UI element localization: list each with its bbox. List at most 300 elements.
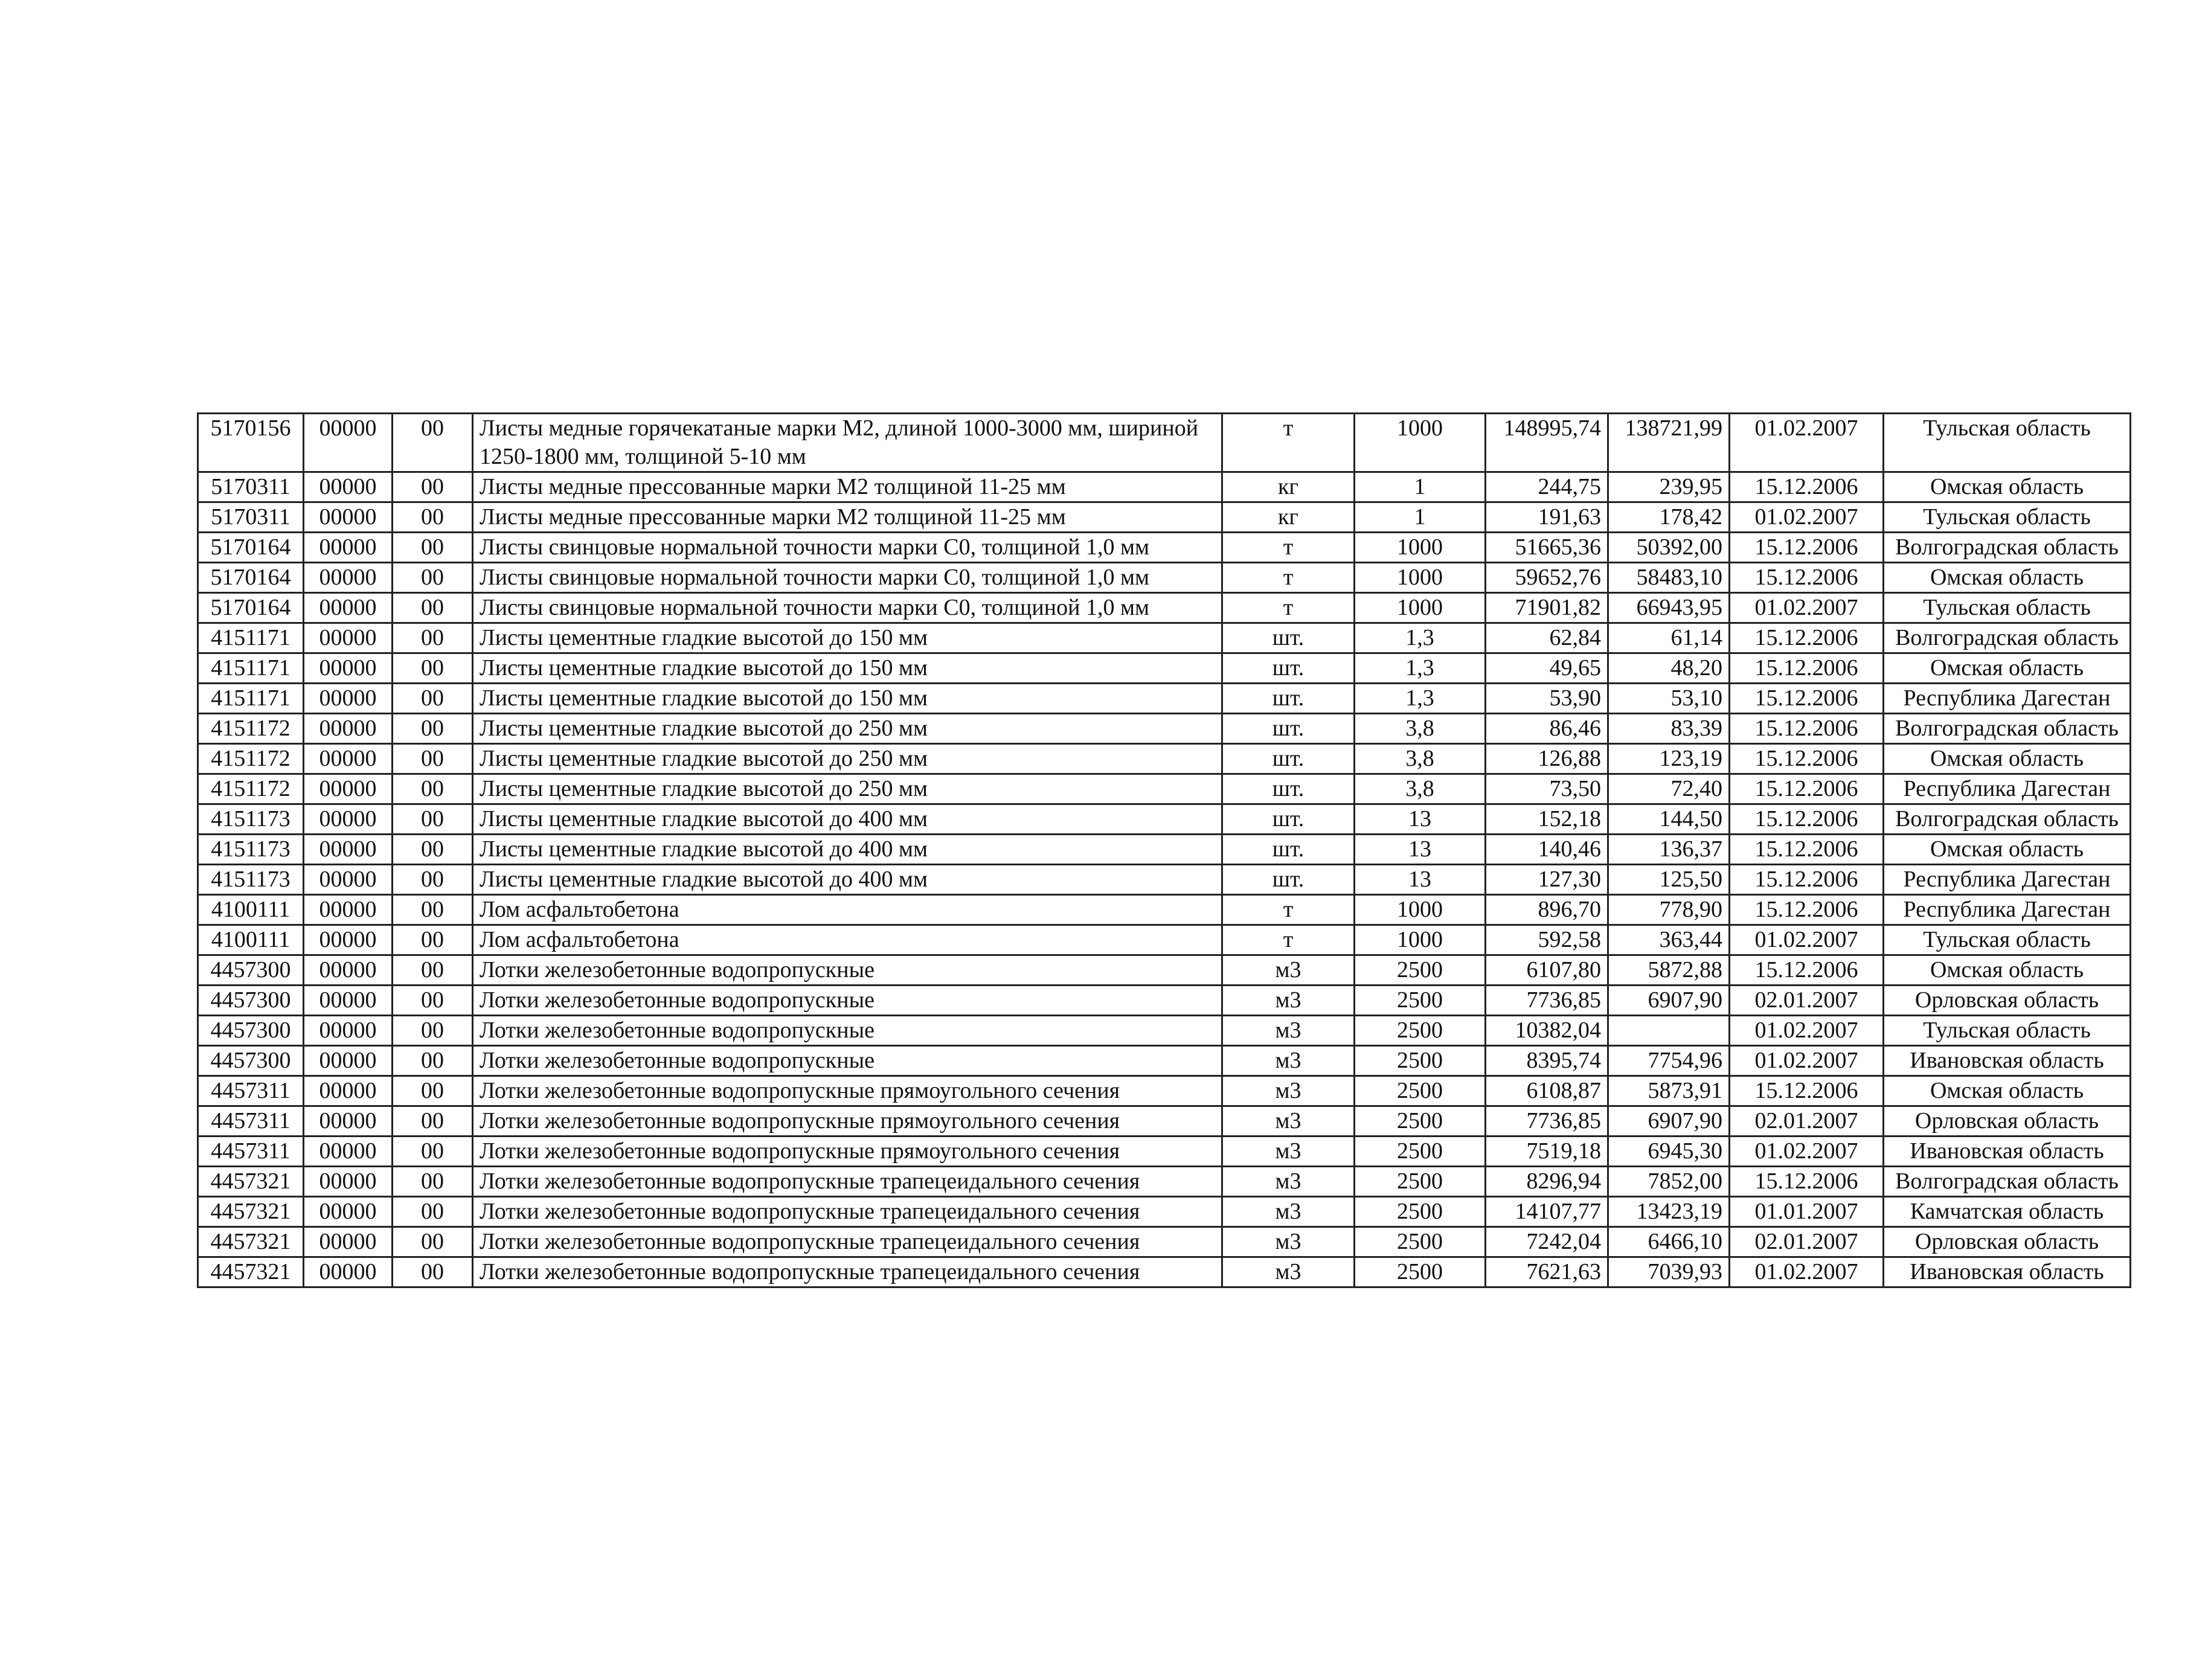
group-code-cell: 00 [393,865,473,895]
price-with-vat-cell: 191,63 [1486,502,1608,533]
table-row [198,1016,2131,1046]
table-row [198,1106,2131,1137]
material-name-cell: Листы свинцовые нормальной точности марки С0, толщиной 1,0 мм [473,533,1222,563]
quantity-cell: 2500 [1355,955,1486,986]
price-with-vat-cell: 140,46 [1486,835,1608,865]
region-cell: Омская область [1884,653,2131,684]
table-row [198,593,2131,623]
date-cell: 15.12.2006 [1730,1167,1884,1197]
sub-code-cell: 00000 [304,414,393,472]
material-name-cell: Лотки железобетонные водопропускные трапецеидального сечения [473,1227,1222,1257]
date-cell: 01.02.2007 [1730,1137,1884,1167]
unit-cell: т [1222,414,1355,472]
table-row [198,895,2131,925]
sub-code-cell: 00000 [304,1137,393,1167]
quantity-cell: 3,8 [1355,774,1486,804]
table-row [198,414,2131,472]
date-cell: 15.12.2006 [1730,684,1884,714]
group-code-cell: 00 [393,895,473,925]
quantity-cell: 1000 [1355,895,1486,925]
resource-code-cell: 4151173 [198,835,304,865]
price-table-body [198,414,2131,1287]
table-row [198,714,2131,744]
date-cell: 15.12.2006 [1730,955,1884,986]
material-name-cell: Листы цементные гладкие высотой до 150 мм [473,653,1222,684]
sub-code-cell: 00000 [304,1257,393,1287]
region-cell: Омская область [1884,835,2131,865]
price-cell: 58483,10 [1608,563,1730,593]
unit-cell: т [1222,895,1355,925]
resource-code-cell: 4457300 [198,955,304,986]
resource-code-cell: 4151172 [198,714,304,744]
group-code-cell: 00 [393,653,473,684]
price-cell: 72,40 [1608,774,1730,804]
group-code-cell: 00 [393,744,473,774]
unit-cell: м3 [1222,1167,1355,1197]
resource-code-cell: 4100111 [198,895,304,925]
unit-cell: т [1222,563,1355,593]
unit-cell: кг [1222,472,1355,502]
price-with-vat-cell: 73,50 [1486,774,1608,804]
material-name-cell: Лом асфальтобетона [473,925,1222,955]
table-row [198,623,2131,653]
group-code-cell: 00 [393,925,473,955]
sub-code-cell: 00000 [304,1197,393,1227]
resource-code-cell: 4457321 [198,1167,304,1197]
sub-code-cell: 00000 [304,502,393,533]
group-code-cell: 00 [393,414,473,472]
resource-code-cell: 4457311 [198,1106,304,1137]
region-cell: Республика Дагестан [1884,895,2131,925]
date-cell: 01.02.2007 [1730,1257,1884,1287]
unit-cell: шт. [1222,684,1355,714]
date-cell: 01.02.2007 [1730,593,1884,623]
price-cell: 123,19 [1608,744,1730,774]
unit-cell: м3 [1222,1257,1355,1287]
material-name-cell: Лотки железобетонные водопропускные прямоугольного сечения [473,1076,1222,1106]
region-cell: Ивановская область [1884,1137,2131,1167]
table-row [198,684,2131,714]
sub-code-cell: 00000 [304,472,393,502]
table-row [198,925,2131,955]
material-name-cell: Лотки железобетонные водопропускные трапецеидального сечения [473,1167,1222,1197]
quantity-cell: 13 [1355,804,1486,835]
date-cell: 15.12.2006 [1730,563,1884,593]
quantity-cell: 1000 [1355,925,1486,955]
region-cell: Омская область [1884,472,2131,502]
sub-code-cell: 00000 [304,1016,393,1046]
unit-cell: м3 [1222,1227,1355,1257]
group-code-cell: 00 [393,1197,473,1227]
group-code-cell: 00 [393,955,473,986]
sub-code-cell: 00000 [304,1076,393,1106]
sub-code-cell: 00000 [304,593,393,623]
price-with-vat-cell: 71901,82 [1486,593,1608,623]
quantity-cell: 1000 [1355,533,1486,563]
price-with-vat-cell: 10382,04 [1486,1016,1608,1046]
region-cell: Волгоградская область [1884,623,2131,653]
price-cell [1608,1016,1730,1046]
quantity-cell: 1,3 [1355,653,1486,684]
sub-code-cell: 00000 [304,684,393,714]
date-cell: 02.01.2007 [1730,986,1884,1016]
resource-code-cell: 4457300 [198,986,304,1016]
resource-code-cell: 4151173 [198,865,304,895]
material-name-cell: Лотки железобетонные водопропускные [473,1016,1222,1046]
material-name-cell: Листы свинцовые нормальной точности марки С0, толщиной 1,0 мм [473,593,1222,623]
material-name-cell: Лотки железобетонные водопропускные [473,1046,1222,1076]
date-cell: 15.12.2006 [1730,472,1884,502]
sub-code-cell: 00000 [304,925,393,955]
material-name-cell: Листы цементные гладкие высотой до 400 мм [473,835,1222,865]
sub-code-cell: 00000 [304,835,393,865]
group-code-cell: 00 [393,472,473,502]
date-cell: 15.12.2006 [1730,744,1884,774]
unit-cell: т [1222,925,1355,955]
material-name-cell: Листы цементные гладкие высотой до 150 мм [473,623,1222,653]
price-with-vat-cell: 14107,77 [1486,1197,1608,1227]
sub-code-cell: 00000 [304,714,393,744]
sub-code-cell: 00000 [304,986,393,1016]
price-with-vat-cell: 59652,76 [1486,563,1608,593]
date-cell: 15.12.2006 [1730,533,1884,563]
region-cell: Омская область [1884,955,2131,986]
price-cell: 50392,00 [1608,533,1730,563]
date-cell: 01.02.2007 [1730,1046,1884,1076]
sub-code-cell: 00000 [304,533,393,563]
price-with-vat-cell: 62,84 [1486,623,1608,653]
table-row [198,533,2131,563]
material-name-cell: Листы медные прессованные марки М2 толщиной 11-25 мм [473,472,1222,502]
region-cell: Ивановская область [1884,1046,2131,1076]
price-cell: 66943,95 [1608,593,1730,623]
group-code-cell: 00 [393,835,473,865]
unit-cell: шт. [1222,774,1355,804]
price-with-vat-cell: 896,70 [1486,895,1608,925]
date-cell: 15.12.2006 [1730,774,1884,804]
date-cell: 15.12.2006 [1730,865,1884,895]
price-with-vat-cell: 127,30 [1486,865,1608,895]
quantity-cell: 1 [1355,502,1486,533]
sub-code-cell: 00000 [304,1106,393,1137]
price-with-vat-cell: 6108,87 [1486,1076,1608,1106]
sub-code-cell: 00000 [304,955,393,986]
price-cell: 136,37 [1608,835,1730,865]
sub-code-cell: 00000 [304,623,393,653]
unit-cell: м3 [1222,1076,1355,1106]
price-cell: 5873,91 [1608,1076,1730,1106]
quantity-cell: 3,8 [1355,714,1486,744]
date-cell: 01.02.2007 [1730,925,1884,955]
date-cell: 01.02.2007 [1730,502,1884,533]
group-code-cell: 00 [393,533,473,563]
price-cell: 239,95 [1608,472,1730,502]
group-code-cell: 00 [393,774,473,804]
unit-cell: т [1222,593,1355,623]
material-name-cell: Листы цементные гладкие высотой до 250 мм [473,744,1222,774]
sub-code-cell: 00000 [304,744,393,774]
region-cell: Волгоградская область [1884,1167,2131,1197]
table-row [198,835,2131,865]
price-with-vat-cell: 126,88 [1486,744,1608,774]
material-name-cell: Лотки железобетонные водопропускные [473,986,1222,1016]
date-cell: 01.01.2007 [1730,1197,1884,1227]
date-cell: 15.12.2006 [1730,895,1884,925]
region-cell: Омская область [1884,1076,2131,1106]
table-row [198,563,2131,593]
date-cell: 15.12.2006 [1730,835,1884,865]
group-code-cell: 00 [393,1106,473,1137]
quantity-cell: 1,3 [1355,684,1486,714]
price-with-vat-cell: 49,65 [1486,653,1608,684]
unit-cell: м3 [1222,1197,1355,1227]
price-with-vat-cell: 592,58 [1486,925,1608,955]
unit-cell: м3 [1222,986,1355,1016]
price-with-vat-cell: 53,90 [1486,684,1608,714]
date-cell: 15.12.2006 [1730,714,1884,744]
unit-cell: м3 [1222,955,1355,986]
date-cell: 15.12.2006 [1730,653,1884,684]
quantity-cell: 2500 [1355,1046,1486,1076]
material-name-cell: Листы цементные гладкие высотой до 400 мм [473,865,1222,895]
quantity-cell: 2500 [1355,986,1486,1016]
sub-code-cell: 00000 [304,804,393,835]
date-cell: 02.01.2007 [1730,1227,1884,1257]
quantity-cell: 2500 [1355,1076,1486,1106]
group-code-cell: 00 [393,1137,473,1167]
resource-code-cell: 5170164 [198,593,304,623]
group-code-cell: 00 [393,563,473,593]
price-with-vat-cell: 51665,36 [1486,533,1608,563]
material-name-cell: Листы медные горячекатаные марки М2, длиной 1000-3000 мм, шириной 1250-1800 мм, толщиной 5-10 мм [473,414,1222,472]
group-code-cell: 00 [393,593,473,623]
material-name-cell: Лотки железобетонные водопропускные трапецеидального сечения [473,1197,1222,1227]
group-code-cell: 00 [393,684,473,714]
material-name-cell: Листы цементные гладкие высотой до 250 мм [473,774,1222,804]
table-row [198,1167,2131,1197]
quantity-cell: 1000 [1355,563,1486,593]
quantity-cell: 2500 [1355,1197,1486,1227]
region-cell: Тульская область [1884,593,2131,623]
price-cell: 13423,19 [1608,1197,1730,1227]
date-cell: 15.12.2006 [1730,623,1884,653]
price-cell: 138721,99 [1608,414,1730,472]
date-cell: 01.02.2007 [1730,1016,1884,1046]
price-cell: 6907,90 [1608,1106,1730,1137]
price-cell: 5872,88 [1608,955,1730,986]
unit-cell: т [1222,533,1355,563]
price-with-vat-cell: 152,18 [1486,804,1608,835]
price-with-vat-cell: 7519,18 [1486,1137,1608,1167]
region-cell: Тульская область [1884,502,2131,533]
table-row [198,653,2131,684]
region-cell: Республика Дагестан [1884,774,2131,804]
table-row [198,1227,2131,1257]
price-cell: 125,50 [1608,865,1730,895]
quantity-cell: 2500 [1355,1106,1486,1137]
material-name-cell: Листы медные прессованные марки М2 толщиной 11-25 мм [473,502,1222,533]
group-code-cell: 00 [393,804,473,835]
quantity-cell: 1,3 [1355,623,1486,653]
resource-code-cell: 5170164 [198,563,304,593]
price-with-vat-cell: 8296,94 [1486,1167,1608,1197]
price-with-vat-cell: 8395,74 [1486,1046,1608,1076]
price-cell: 363,44 [1608,925,1730,955]
region-cell: Волгоградская область [1884,804,2131,835]
price-cell: 83,39 [1608,714,1730,744]
material-name-cell: Листы свинцовые нормальной точности марки С0, толщиной 1,0 мм [473,563,1222,593]
region-cell: Омская область [1884,744,2131,774]
region-cell: Волгоградская область [1884,533,2131,563]
price-cell: 7039,93 [1608,1257,1730,1287]
price-cell: 61,14 [1608,623,1730,653]
resource-code-cell: 4457321 [198,1257,304,1287]
table-row [198,804,2131,835]
table-row [198,1137,2131,1167]
date-cell: 02.01.2007 [1730,1106,1884,1137]
quantity-cell: 3,8 [1355,744,1486,774]
unit-cell: м3 [1222,1137,1355,1167]
material-name-cell: Листы цементные гладкие высотой до 250 мм [473,714,1222,744]
resource-code-cell: 4457311 [198,1076,304,1106]
quantity-cell: 2500 [1355,1137,1486,1167]
resource-code-cell: 4151172 [198,774,304,804]
unit-cell: шт. [1222,865,1355,895]
table-row [198,955,2131,986]
table-row [198,1257,2131,1287]
price-cell: 7754,96 [1608,1046,1730,1076]
region-cell: Волгоградская область [1884,714,2131,744]
resource-code-cell: 4457300 [198,1016,304,1046]
resource-code-cell: 5170311 [198,472,304,502]
resource-code-cell: 4151172 [198,744,304,774]
table-row [198,865,2131,895]
region-cell: Тульская область [1884,925,2131,955]
quantity-cell: 1 [1355,472,1486,502]
resource-code-cell: 4151171 [198,684,304,714]
resource-code-cell: 4151171 [198,623,304,653]
resource-code-cell: 5170311 [198,502,304,533]
region-cell: Орловская область [1884,986,2131,1016]
material-name-cell: Лотки железобетонные водопропускные прямоугольного сечения [473,1106,1222,1137]
group-code-cell: 00 [393,1016,473,1046]
resource-code-cell: 4457311 [198,1137,304,1167]
resource-code-cell: 4100111 [198,925,304,955]
date-cell: 15.12.2006 [1730,804,1884,835]
sub-code-cell: 00000 [304,563,393,593]
sub-code-cell: 00000 [304,1227,393,1257]
price-cell: 48,20 [1608,653,1730,684]
table-row [198,472,2131,502]
quantity-cell: 2500 [1355,1227,1486,1257]
group-code-cell: 00 [393,1227,473,1257]
quantity-cell: 1000 [1355,593,1486,623]
sub-code-cell: 00000 [304,1046,393,1076]
unit-cell: м3 [1222,1046,1355,1076]
price-cell: 6907,90 [1608,986,1730,1016]
group-code-cell: 00 [393,1257,473,1287]
price-with-vat-cell: 244,75 [1486,472,1608,502]
group-code-cell: 00 [393,623,473,653]
table-row [198,986,2131,1016]
quantity-cell: 2500 [1355,1016,1486,1046]
material-name-cell: Лом асфальтобетона [473,895,1222,925]
price-cell: 178,42 [1608,502,1730,533]
price-with-vat-cell: 7736,85 [1486,986,1608,1016]
unit-cell: м3 [1222,1106,1355,1137]
unit-cell: шт. [1222,804,1355,835]
table-row [198,502,2131,533]
table-row [198,744,2131,774]
sub-code-cell: 00000 [304,653,393,684]
resource-code-cell: 4151171 [198,653,304,684]
sub-code-cell: 00000 [304,774,393,804]
price-table [197,412,2131,1288]
date-cell: 01.02.2007 [1730,414,1884,472]
material-name-cell: Листы цементные гладкие высотой до 400 мм [473,804,1222,835]
unit-cell: шт. [1222,744,1355,774]
sub-code-cell: 00000 [304,1167,393,1197]
resource-code-cell: 4457300 [198,1046,304,1076]
sub-code-cell: 00000 [304,865,393,895]
quantity-cell: 13 [1355,865,1486,895]
table-row [198,774,2131,804]
table-row [198,1076,2131,1106]
price-cell: 6945,30 [1608,1137,1730,1167]
region-cell: Республика Дагестан [1884,684,2131,714]
price-with-vat-cell: 86,46 [1486,714,1608,744]
region-cell: Камчатская область [1884,1197,2131,1227]
price-cell: 7852,00 [1608,1167,1730,1197]
group-code-cell: 00 [393,1046,473,1076]
quantity-cell: 2500 [1355,1257,1486,1287]
material-name-cell: Листы цементные гладкие высотой до 150 мм [473,684,1222,714]
unit-cell: шт. [1222,623,1355,653]
group-code-cell: 00 [393,502,473,533]
unit-cell: шт. [1222,835,1355,865]
price-cell: 53,10 [1608,684,1730,714]
price-cell: 144,50 [1608,804,1730,835]
group-code-cell: 00 [393,1167,473,1197]
resource-code-cell: 5170164 [198,533,304,563]
region-cell: Орловская область [1884,1227,2131,1257]
price-with-vat-cell: 148995,74 [1486,414,1608,472]
quantity-cell: 13 [1355,835,1486,865]
region-cell: Орловская область [1884,1106,2131,1137]
price-with-vat-cell: 7242,04 [1486,1227,1608,1257]
resource-code-cell: 4457321 [198,1227,304,1257]
material-name-cell: Лотки железобетонные водопропускные [473,955,1222,986]
resource-code-cell: 4151173 [198,804,304,835]
price-table-container [197,412,2119,1288]
region-cell: Омская область [1884,563,2131,593]
price-with-vat-cell: 7621,63 [1486,1257,1608,1287]
unit-cell: шт. [1222,714,1355,744]
unit-cell: кг [1222,502,1355,533]
group-code-cell: 00 [393,986,473,1016]
table-row [198,1197,2131,1227]
resource-code-cell: 4457321 [198,1197,304,1227]
group-code-cell: 00 [393,714,473,744]
region-cell: Тульская область [1884,414,2131,472]
region-cell: Республика Дагестан [1884,865,2131,895]
price-with-vat-cell: 7736,85 [1486,1106,1608,1137]
material-name-cell: Лотки железобетонные водопропускные трапецеидального сечения [473,1257,1222,1287]
table-row [198,1046,2131,1076]
resource-code-cell: 5170156 [198,414,304,472]
price-cell: 778,90 [1608,895,1730,925]
material-name-cell: Лотки железобетонные водопропускные прямоугольного сечения [473,1137,1222,1167]
